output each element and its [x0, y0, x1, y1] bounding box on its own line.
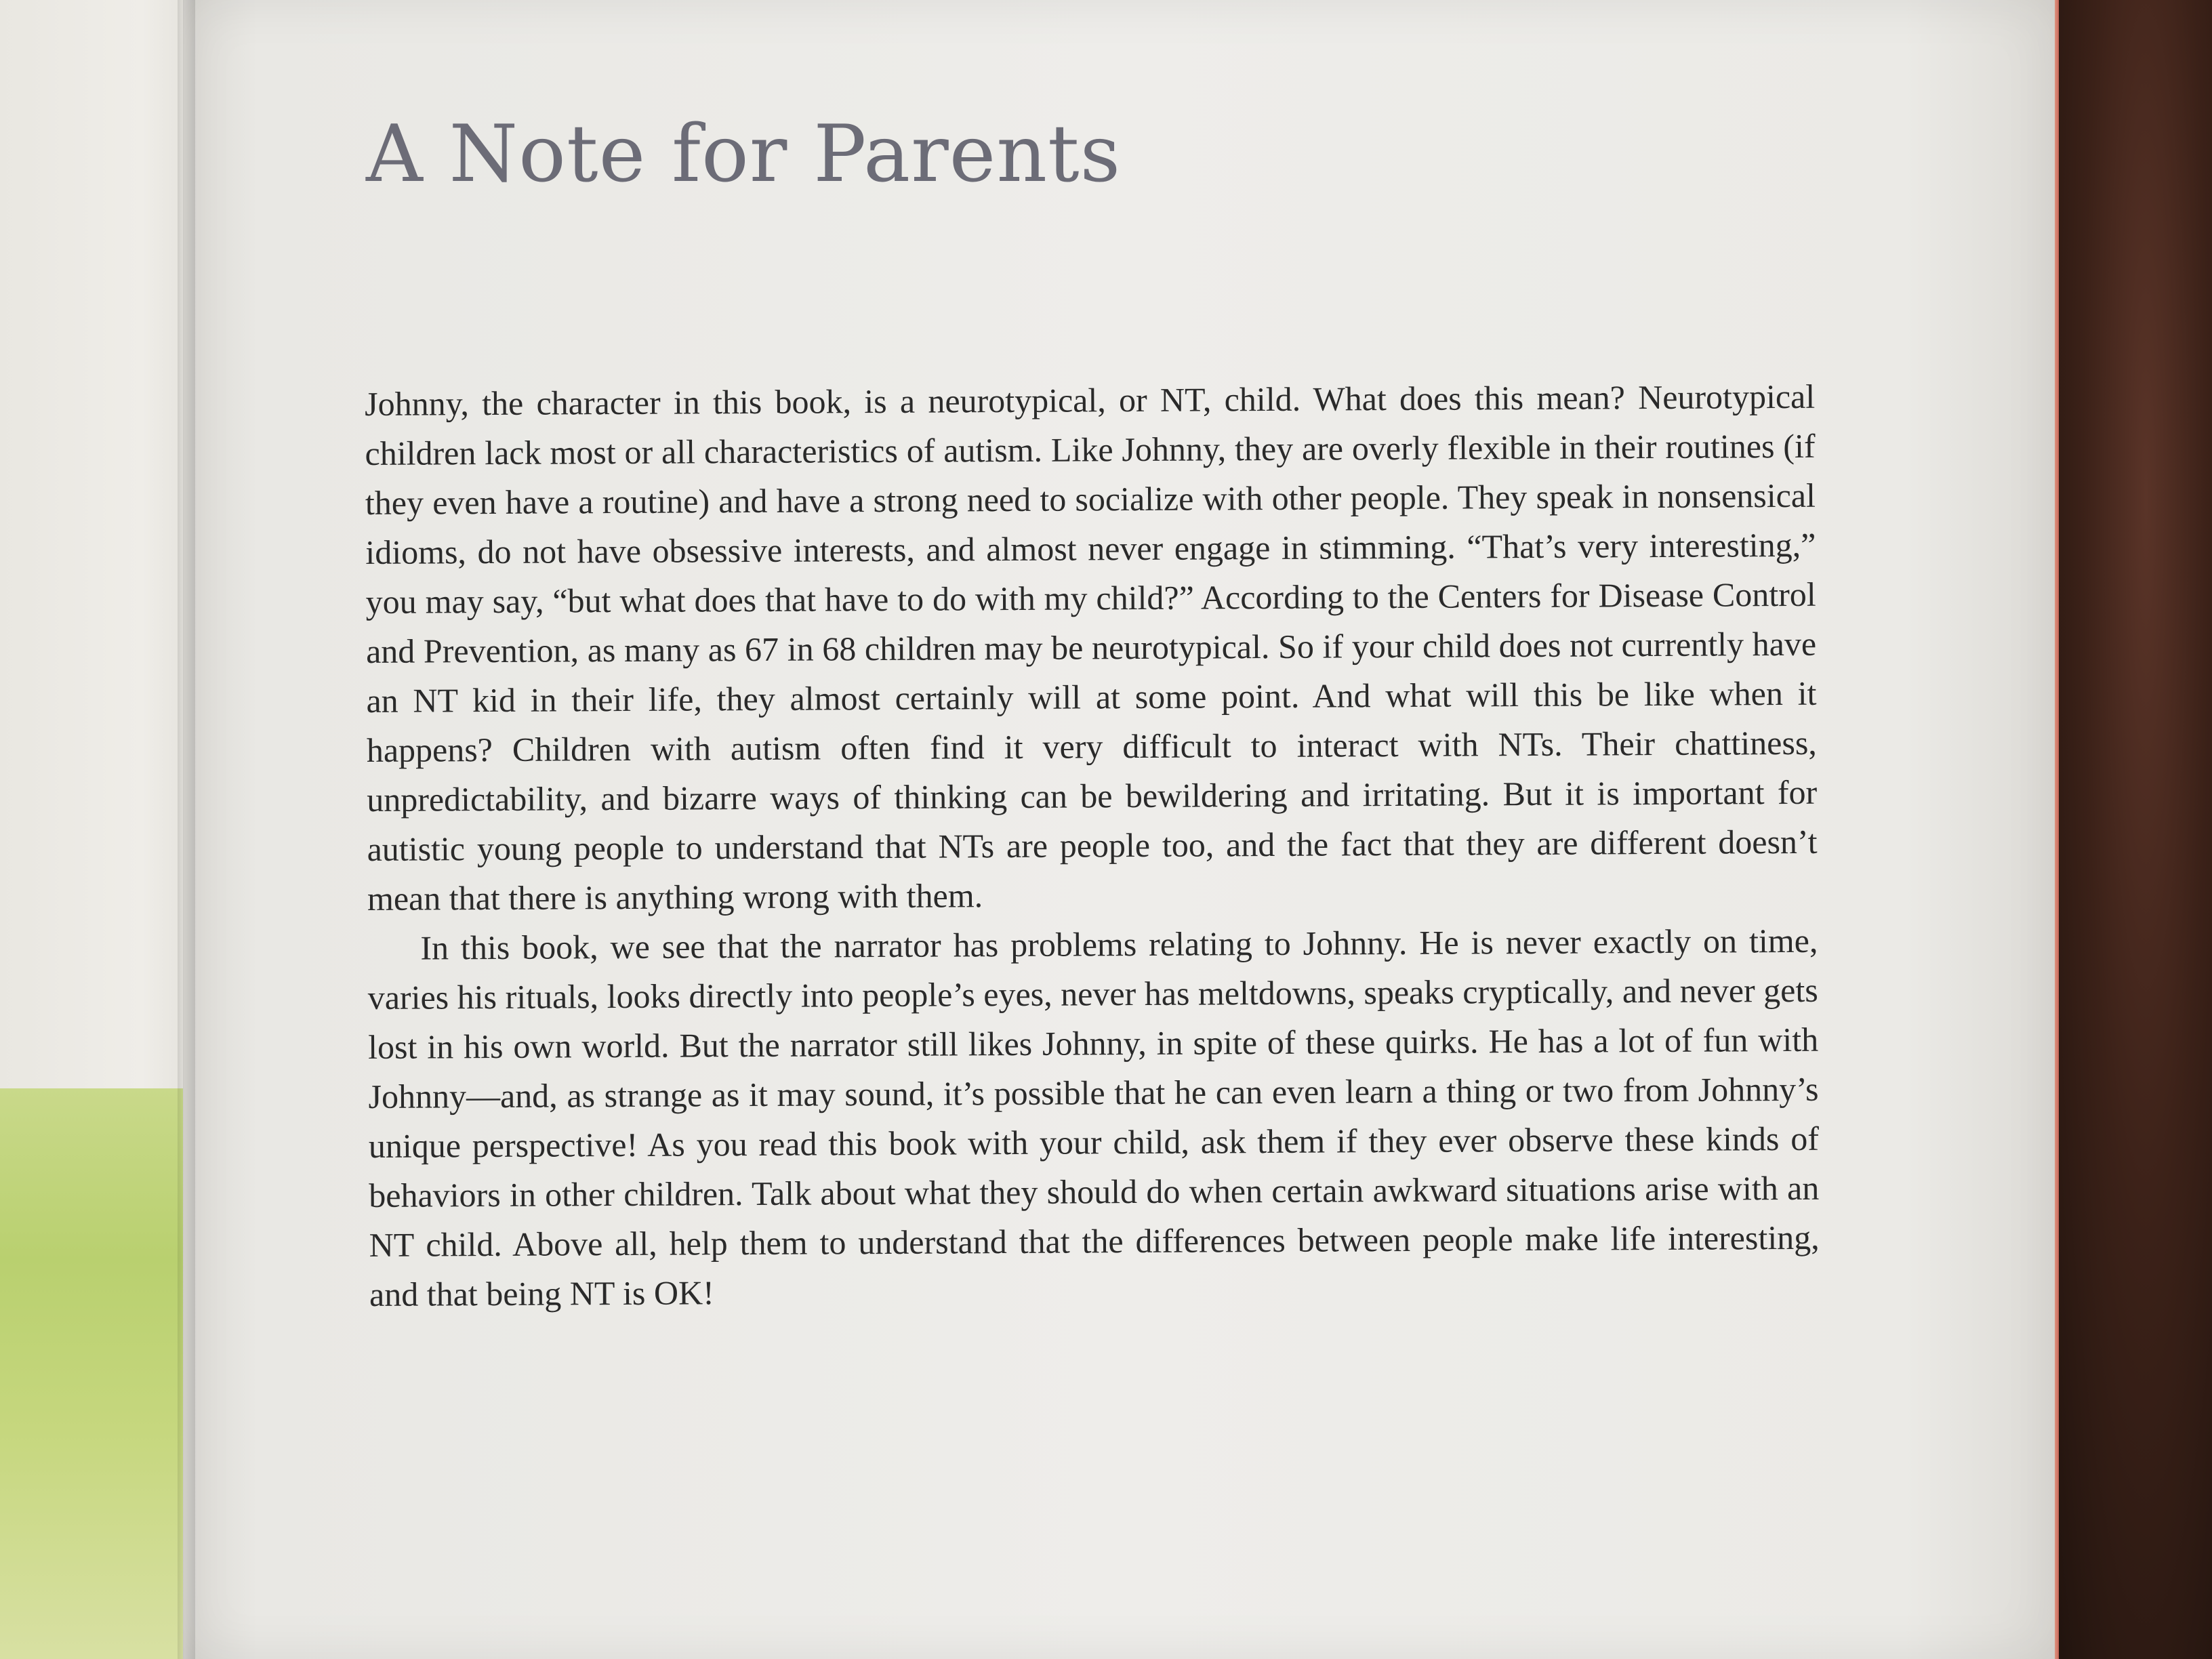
book-page [183, 0, 2055, 1659]
page-title: A Note for Parents [366, 108, 1122, 200]
note-body [365, 372, 1820, 1319]
paragraph-2: In this book, we see that the narrator has problems relating to Johnny. He is never exactly on time, varies his rituals, looks directly into people’s eyes, never has meltdowns, speaks cryptically, and never gets lost in his own world. But the narrator still likes Johnny, in spite of these quirks. He has a lot of fun with Johnny—and, as strange as it may sound, it’s possible that he can even learn a thing or two from Johnny’s unique perspective! As you read this book with your child, ask them if they ever observe these kinds of behaviors in other children. Talk about what they should do when certain awkward situations arise with an NT child. Above all, help them to understand that the differences between people make life interesting, and that being NT is OK! [367, 921, 1820, 1313]
book-gutter [178, 0, 195, 1659]
paragraph-1: Johnny, the character in this book, is a neurotypical, or NT, child. What does this mean? Neurotypical children lack most or all characteristics of autism. Like Johnny, they are overly flexible in their routines (if they even have a routine) and have a strong need to socialize with other people. They speak in nonsensical idioms, do not have obsessive interests, and almost never engage in stimming. “That’s very interesting,” you may say, “but what does that have to do with my child?” According to the Centers for Disease Control and Prevention, as many as 67 in 68 children may be neurotypical. So if your child does not currently have an NT kid in their life, they almost certainly will at some point. And what will this be like when it happens? Children with autism often find it very difficult to interact with NTs. Their chattiness, unpredictability, and bizarre ways of thinking can be bewildering and irritating. But it is important for autistic young people to understand that NTs are people too, and the fact that they are different doesn’t mean that there is anything wrong with them. [365, 377, 1818, 918]
leather-background [2047, 0, 2212, 1659]
